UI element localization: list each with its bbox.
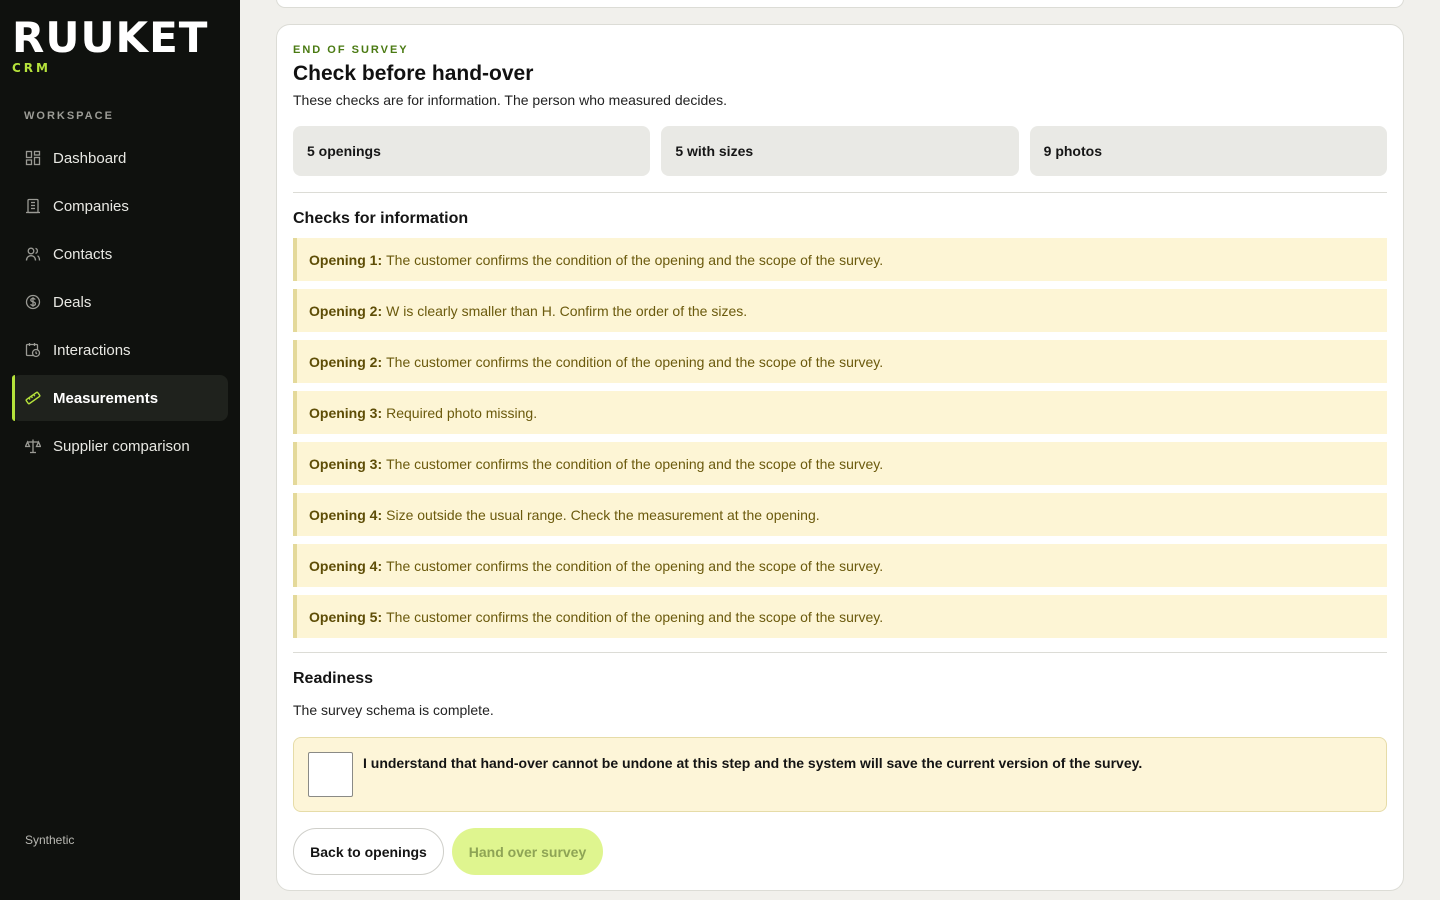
back-to-openings-button[interactable]: Back to openings	[293, 828, 444, 875]
section-eyebrow: END OF SURVEY	[293, 44, 409, 56]
sidebar-item-label: Contacts	[53, 245, 113, 263]
dashboard-icon	[24, 150, 41, 167]
survey-stats	[293, 126, 1387, 176]
check-text: The customer confirms the condition of the opening and the scope of the survey.	[386, 251, 884, 268]
calendar-clock-icon	[24, 342, 41, 359]
sidebar-item-label: Supplier comparison	[53, 437, 190, 455]
check-text: The customer confirms the condition of the opening and the scope of the survey.	[386, 353, 884, 370]
check-lead: Opening 4:	[309, 557, 383, 574]
check-lead: Opening 2:	[309, 353, 383, 370]
check-item	[293, 493, 1387, 536]
page-subtitle: These checks are for information. The person who measured decides.	[293, 92, 727, 108]
brand-name: RUUKET	[12, 13, 209, 62]
stat-openings: 5 openings	[293, 126, 650, 176]
check-text: The customer confirms the condition of the opening and the scope of the survey.	[386, 608, 884, 625]
check-item	[293, 544, 1387, 587]
check-item	[293, 595, 1387, 638]
sidebar-item-dashboard[interactable]	[12, 135, 228, 181]
sidebar-item-interactions[interactable]	[12, 327, 228, 373]
sidebar-item-contacts[interactable]	[12, 231, 228, 277]
check-item	[293, 442, 1387, 485]
previous-card-edge	[276, 0, 1404, 8]
handover-confirmation	[293, 737, 1387, 812]
sidebar-nav	[12, 135, 228, 471]
sidebar-item-label: Interactions	[53, 341, 131, 359]
check-lead: Opening 4:	[309, 506, 383, 523]
brand-logo[interactable]	[12, 13, 209, 75]
people-icon	[24, 246, 41, 263]
check-item	[293, 391, 1387, 434]
sidebar-item-label: Measurements	[53, 389, 159, 407]
survey-handover-card	[276, 24, 1404, 891]
check-text: Size outside the usual range. Check the measurement at the opening.	[386, 506, 820, 523]
hand-over-survey-button[interactable]: Hand over survey	[452, 828, 603, 875]
check-text: The customer confirms the condition of the opening and the scope of the survey.	[386, 557, 884, 574]
dollar-icon	[24, 294, 41, 311]
check-lead: Opening 1:	[309, 251, 383, 268]
check-item	[293, 238, 1387, 281]
check-item	[293, 289, 1387, 332]
ruler-icon	[24, 390, 41, 407]
brand-sub: CRM	[12, 61, 51, 75]
sidebar-item-label: Deals	[53, 293, 92, 311]
stat-photos: 9 photos	[1030, 126, 1387, 176]
check-lead: Opening 5:	[309, 608, 383, 625]
check-item	[293, 340, 1387, 383]
checks-list	[293, 238, 1387, 646]
confirm-text: I understand that hand-over cannot be undone at this step and the system will save the current version of the survey.	[363, 755, 1143, 771]
sidebar-footer-note: Synthetic	[25, 833, 75, 847]
check-lead: Opening 2:	[309, 302, 383, 319]
sidebar-item-measurements[interactable]	[12, 375, 228, 421]
divider	[293, 192, 1387, 193]
sidebar-item-label: Dashboard	[53, 149, 127, 167]
check-text: W is clearly smaller than H. Confirm the order of the sizes.	[386, 302, 748, 319]
confirm-checkbox[interactable]	[308, 752, 353, 797]
checks-heading: Checks for information	[293, 210, 469, 227]
sidebar-item-label: Companies	[53, 197, 129, 215]
sidebar-item-supplier-comparison[interactable]	[12, 423, 228, 469]
sidebar-item-companies[interactable]	[12, 183, 228, 229]
sidebar	[0, 0, 240, 900]
divider	[293, 652, 1387, 653]
check-lead: Opening 3:	[309, 404, 383, 421]
sidebar-section-label: WORKSPACE	[24, 110, 114, 122]
check-text: The customer confirms the condition of the opening and the scope of the survey.	[386, 455, 884, 472]
scale-icon	[24, 438, 41, 455]
readiness-text: The survey schema is complete.	[293, 702, 494, 718]
check-lead: Opening 3:	[309, 455, 383, 472]
readiness-heading: Readiness	[293, 670, 374, 687]
building-icon	[24, 198, 41, 215]
sidebar-item-deals[interactable]	[12, 279, 228, 325]
page-title: Check before hand-over	[293, 62, 534, 85]
check-text: Required photo missing.	[386, 404, 538, 421]
stat-with-sizes: 5 with sizes	[661, 126, 1018, 176]
